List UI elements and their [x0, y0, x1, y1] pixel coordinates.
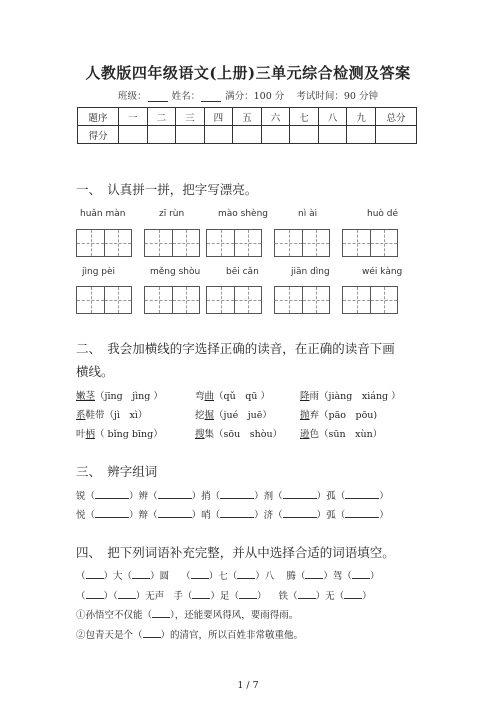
underlined-char: 搜 — [195, 429, 205, 440]
plain-char: 鞋带 — [85, 410, 105, 421]
pinyin-options[interactable]: （jīng jìng ） — [95, 391, 163, 402]
fill-question — [76, 627, 303, 641]
pinyin-options[interactable]: （pāo pōu) — [319, 410, 378, 421]
pinyin-options[interactable]: （sūn xùn） — [319, 429, 383, 440]
base-char: 济 — [263, 510, 274, 521]
pinyin-label: zī rùn — [159, 209, 185, 219]
writing-grid[interactable] — [76, 229, 132, 257]
class-label: 班级： — [118, 91, 147, 102]
score-cell: 七 — [290, 108, 319, 126]
question-text: ①孙悟空不仅能（ — [76, 610, 153, 621]
pinyin-label: nì ài — [298, 209, 318, 219]
underlined-char: 掘 — [204, 410, 215, 421]
pinyin-label: jiān dìng — [291, 267, 330, 277]
score-cell: 八 — [318, 108, 347, 126]
score-cell: 题序 — [78, 108, 119, 126]
writing-grid[interactable] — [206, 229, 262, 257]
underlined-char: 曲 — [204, 391, 215, 402]
answer-blank[interactable] — [95, 489, 129, 499]
score-input-cell[interactable] — [119, 126, 148, 144]
underlined-char: 降 — [300, 391, 310, 402]
idiom-row: （ ）大（ ）圆 （ ）七（ ）八 腾（ ）驾（ ） — [76, 571, 380, 582]
pinyin-options[interactable]: （qǔ qū ） — [214, 391, 270, 402]
score-label: 满分：100 分 — [225, 91, 285, 102]
answer-blank[interactable] — [220, 489, 254, 499]
pinyin-options[interactable]: （jué juē） — [214, 410, 272, 421]
idiom-char: 驾 — [332, 571, 343, 582]
reading-item — [76, 426, 163, 440]
exam-info-line — [0, 88, 496, 102]
score-cell: 六 — [261, 108, 290, 126]
idiom-char: 七 — [218, 571, 228, 582]
answer-blank[interactable] — [237, 569, 255, 579]
answer-blank[interactable] — [158, 508, 192, 518]
base-char: 辩 — [138, 510, 149, 521]
writing-grid[interactable] — [274, 229, 330, 257]
pinyin-label: měng shòu — [150, 267, 201, 277]
question-text: ）的清官，所以百姓非常敬重他。 — [160, 630, 304, 641]
answer-blank[interactable] — [298, 589, 316, 599]
answer-blank[interactable] — [345, 508, 379, 518]
answer-blank[interactable] — [344, 589, 362, 599]
base-char: 锐 — [76, 491, 86, 502]
reading-item — [195, 388, 270, 402]
answer-blank[interactable] — [345, 489, 379, 499]
answer-blank[interactable] — [158, 489, 192, 499]
idiom-char: 大 — [113, 571, 123, 582]
underlined-char: 嫩茎 — [76, 391, 96, 402]
pinyin-label: huǎn màn — [80, 209, 126, 219]
score-cell: 九 — [347, 108, 376, 126]
reading-item — [76, 388, 163, 402]
plain-char: 雨 — [309, 391, 320, 402]
pinyin-label: huò dé — [367, 209, 399, 219]
section-1-heading: 一、 认真拼一拼，把字写漂亮。 — [76, 182, 258, 197]
question-text: ），还能要风得风，要雨得雨。 — [170, 610, 299, 621]
pinyin-options[interactable]: （jiàng xiáng ） — [319, 391, 401, 402]
base-char: 辨 — [138, 491, 149, 502]
answer-blank[interactable] — [86, 589, 104, 599]
pinyin-options[interactable]: （sōu shòu） — [214, 429, 283, 440]
underlined-char: 系 — [76, 410, 86, 421]
score-input-cell[interactable] — [233, 126, 262, 144]
name-label: 姓名： — [171, 91, 201, 102]
score-table — [77, 107, 417, 144]
score-cell: 得分 — [78, 126, 119, 144]
plain-char: 叶 — [76, 429, 86, 440]
answer-blank[interactable] — [305, 569, 323, 579]
score-input-cell[interactable] — [147, 126, 176, 144]
answer-blank[interactable] — [143, 628, 161, 638]
answer-blank[interactable] — [192, 589, 210, 599]
score-cell: 一 — [119, 108, 148, 126]
writing-grid[interactable] — [274, 286, 330, 314]
pinyin-label: mào shèng — [218, 209, 268, 219]
underlined-char: 抛 — [300, 410, 310, 421]
score-cell: 二 — [147, 108, 176, 126]
answer-blank[interactable] — [86, 569, 104, 579]
idiom-char: 手 — [173, 591, 183, 602]
pinyin-label: bēi cǎn — [226, 267, 259, 277]
section-2-heading-line2: 横线。 — [76, 364, 114, 379]
score-table-header-row — [78, 108, 417, 126]
writing-grid[interactable] — [144, 286, 200, 314]
base-char: 剂 — [263, 491, 274, 502]
idiom-char: 铁 — [278, 591, 289, 602]
fill-question — [76, 607, 298, 621]
score-cell: 五 — [233, 108, 262, 126]
score-input-cell[interactable] — [204, 126, 233, 144]
pinyin-label: wéi kàng — [362, 267, 403, 277]
base-char: 弧 — [326, 510, 336, 521]
writing-grid[interactable] — [206, 286, 262, 314]
writing-grid[interactable] — [342, 286, 398, 314]
plain-char: 集 — [204, 429, 215, 440]
section-3-heading: 三、 辨字组词 — [76, 464, 158, 479]
idiom-char: 无声 — [145, 591, 165, 602]
score-input-cell[interactable] — [376, 126, 417, 144]
base-char: 捎 — [201, 491, 211, 502]
page-number: 1 / 7 — [237, 680, 259, 691]
base-char: 孤 — [326, 491, 336, 502]
pinyin-label: jìng pèi — [82, 267, 116, 277]
reading-item — [300, 407, 377, 421]
score-table-score-row — [78, 126, 417, 144]
idiom-char: 八 — [264, 571, 275, 582]
reading-item — [76, 407, 147, 421]
section-2-heading-line1: 二、 我会加横线的字选择正确的读音，在正确的读音下画 — [76, 341, 395, 356]
question-text: ②包青天是个（ — [76, 630, 143, 641]
score-cell: 三 — [176, 108, 205, 126]
pinyin-options[interactable]: （jì xì） — [104, 410, 148, 421]
section-4-heading: 四、 把下列词语补充完整，并从中选择合适的词语填空。 — [76, 545, 395, 560]
writing-grid[interactable] — [76, 286, 132, 314]
answer-blank[interactable] — [220, 508, 254, 518]
plain-char: 弯 — [195, 391, 205, 402]
answer-blank[interactable] — [283, 489, 317, 499]
document-title: 人教版四年级语文(上册)三单元综合检测及答案 — [85, 64, 411, 82]
score-input-cell[interactable] — [176, 126, 205, 144]
base-char: 悦 — [76, 510, 86, 521]
reading-item — [300, 426, 382, 440]
idiom-char: 无 — [325, 591, 335, 602]
underlined-char: 逊 — [300, 429, 310, 440]
reading-item — [195, 407, 272, 421]
score-input-cell[interactable] — [347, 126, 376, 144]
class-blank — [148, 92, 168, 102]
answer-blank[interactable] — [283, 508, 317, 518]
idiom-row: （ ）（ ）无声 手（ ）足（ ） 铁（ ）无（ ） — [76, 591, 372, 602]
word-group-row: 悦（ ）辩（ ）哨（ ）济（ ）弧（ ） — [76, 510, 389, 521]
base-char: 哨 — [201, 510, 211, 521]
answer-blank[interactable] — [191, 569, 209, 579]
answer-blank[interactable] — [352, 569, 370, 579]
answer-blank[interactable] — [95, 508, 129, 518]
plain-char: 弃 — [309, 410, 320, 421]
answer-blank[interactable] — [132, 569, 150, 579]
score-input-cell[interactable] — [290, 126, 319, 144]
idiom-char: 足 — [219, 591, 230, 602]
underlined-char: 柄 — [85, 429, 96, 440]
word-group-row: 锐（ ）辨（ ）捎（ ）剂（ ）孤（ ） — [76, 491, 389, 502]
plain-char: 挖 — [195, 410, 205, 421]
writing-grid[interactable] — [144, 229, 200, 257]
pinyin-options[interactable]: （ bǐng bīng） — [95, 429, 163, 440]
answer-blank[interactable] — [152, 608, 170, 618]
reading-item — [195, 426, 282, 440]
score-cell: 总分 — [376, 108, 417, 126]
idiom-char: 腾 — [286, 571, 296, 582]
time-label: 考试时间：90 分钟 — [296, 91, 378, 102]
idiom-char: 圆 — [159, 571, 170, 582]
score-input-cell[interactable] — [318, 126, 347, 144]
answer-blank[interactable] — [239, 589, 257, 599]
score-cell: 四 — [204, 108, 233, 126]
plain-char: 色 — [309, 429, 320, 440]
reading-item — [300, 388, 401, 402]
writing-grid[interactable] — [342, 229, 398, 257]
score-input-cell[interactable] — [261, 126, 290, 144]
answer-blank[interactable] — [118, 589, 136, 599]
name-blank — [201, 92, 221, 102]
